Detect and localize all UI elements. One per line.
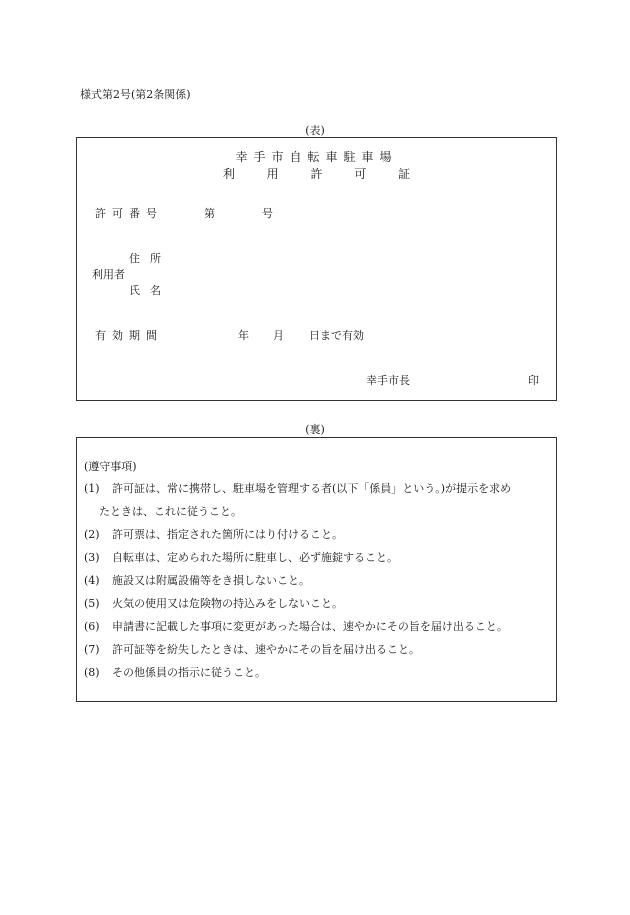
rule-number: (4) <box>84 574 100 587</box>
facility-title: 幸手市自転車駐車場 <box>235 150 398 164</box>
rule-item <box>84 595 343 611</box>
rule-item <box>84 480 511 496</box>
rule-text: 自転車は、定められた場所に駐車し、必ず施錠すること。 <box>112 551 398 564</box>
rule-text: 許可票は、指定された箇所にはり付けること。 <box>112 528 343 541</box>
rules-heading: (遵守事項) <box>84 460 137 473</box>
permit-number-label: 許可番号 <box>95 207 163 220</box>
rule-item-continuation: たときは、これに従うこと。 <box>99 505 242 518</box>
rule-item <box>84 618 508 634</box>
permit-title-char: 証 <box>398 167 411 181</box>
permit-back-box <box>76 437 557 702</box>
period-day-until: 日まで有効 <box>309 329 364 342</box>
address-label: 住所 <box>129 252 171 265</box>
rule-number: (8) <box>84 666 100 679</box>
rule-number: (2) <box>84 528 100 541</box>
back-side-label: (裏) <box>305 423 325 436</box>
permit-number-prefix: 第 <box>204 207 215 220</box>
issuer-name: 幸手市長 <box>366 374 410 387</box>
form-number-label: 様式第2号(第2条関係) <box>80 88 191 101</box>
permit-number-suffix: 号 <box>262 207 273 220</box>
rule-item <box>84 549 398 565</box>
rule-item <box>84 572 310 588</box>
rule-text: 申請書に記載した事項に変更があった場合は、速やかにその旨を届け出ること。 <box>112 620 508 633</box>
rule-number: (5) <box>84 597 100 610</box>
front-side-label: (表) <box>305 124 325 137</box>
rule-item <box>84 526 343 542</box>
permit-title-char: 可 <box>354 167 367 181</box>
rule-number: (7) <box>84 643 100 656</box>
rule-item <box>84 641 420 657</box>
rule-text: 許可証等を紛失したときは、速やかにその旨を届け出ること。 <box>112 643 420 656</box>
rule-item <box>84 664 266 680</box>
rule-text: その他係員の指示に従うこと。 <box>112 666 266 679</box>
rule-number: (3) <box>84 551 100 564</box>
seal-mark: 印 <box>528 374 539 387</box>
user-label: 利用者 <box>92 268 125 281</box>
permit-title-char: 利 <box>222 167 235 181</box>
rule-number: (1) <box>84 482 100 495</box>
rule-text: 許可証は、常に携帯し、駐車場を管理する者(以下「係員」という。)が提示を求め <box>112 482 512 495</box>
name-label: 氏名 <box>129 284 171 297</box>
rule-text: 施設又は附属設備等をき損しないこと。 <box>112 574 310 587</box>
rule-text: 火気の使用又は危険物の持込みをしないこと。 <box>112 597 343 610</box>
permit-title-char: 許 <box>310 167 323 181</box>
period-month-unit: 月 <box>273 329 284 342</box>
permit-title <box>77 165 556 182</box>
rule-number: (6) <box>84 620 100 633</box>
period-year-unit: 年 <box>238 329 249 342</box>
permit-title-char: 用 <box>266 167 279 181</box>
permit-front-box <box>76 137 557 401</box>
validity-period-label: 有効期間 <box>95 329 163 342</box>
